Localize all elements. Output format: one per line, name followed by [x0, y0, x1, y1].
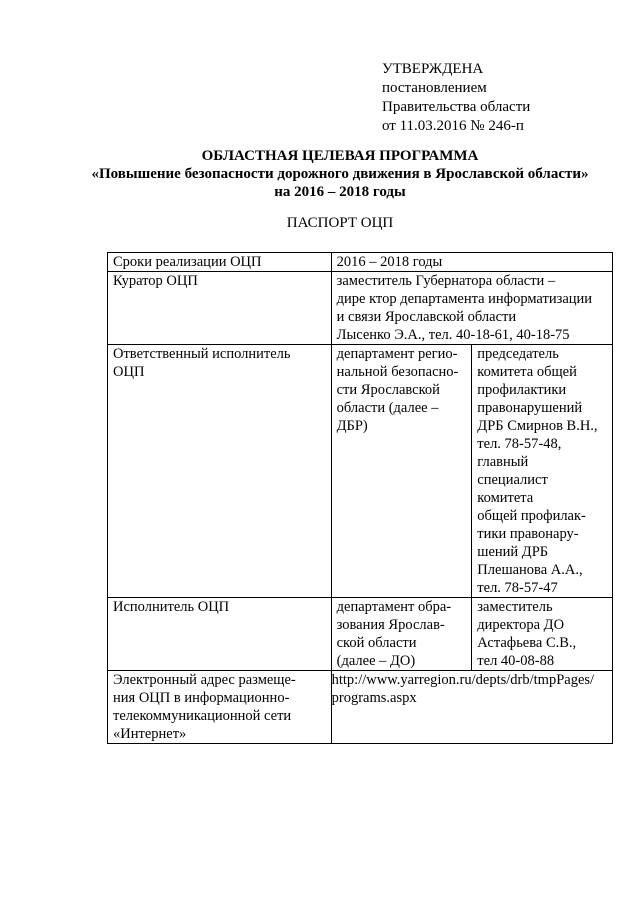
- title-line: «Повышение безопасности дорожного движения в Ярославской области»: [91, 166, 589, 182]
- table-row: [108, 671, 613, 744]
- label-line: ОЦП: [113, 364, 145, 380]
- url-line[interactable]: http://www.yarregion.ru/depts/drb/tmpPages/: [331, 672, 595, 688]
- contact-line: комитета: [477, 490, 534, 506]
- contact-line: председатель: [477, 346, 559, 362]
- row-label: Исполнитель ОЦП: [108, 598, 332, 671]
- value-line: Лысенко Э.А., тел. 40-18-61, 40-18-75: [336, 327, 570, 343]
- contact-line: общей профилак-: [477, 508, 586, 524]
- table-row: [108, 272, 613, 345]
- label-line: «Интернет»: [113, 726, 187, 742]
- row-label: Сроки реализации ОЦП: [108, 253, 332, 272]
- approval-line: Правительства области: [382, 99, 531, 115]
- value-line: и связи Ярославской области: [336, 309, 517, 325]
- table-row: [108, 598, 613, 671]
- contact-line: специалист: [477, 472, 548, 488]
- contact-line: комитета общей: [477, 364, 577, 380]
- value-line: заместитель Губернатора области –: [336, 273, 556, 289]
- contact-line: Астафьева С.В.,: [477, 635, 577, 651]
- org-cell: [331, 345, 472, 598]
- label-line: Ответственный исполнитель: [113, 346, 291, 362]
- contact-line: главный: [477, 454, 529, 470]
- org-line: (далее – ДО): [336, 653, 416, 669]
- contact-line: директора ДО: [477, 617, 565, 633]
- row-label: [108, 671, 332, 744]
- title-line: ОБЛАСТНАЯ ЦЕЛЕВАЯ ПРОГРАММА: [201, 148, 479, 164]
- contact-line: ДРБ Смирнов В.Н.,: [477, 418, 598, 434]
- url-line[interactable]: programs.aspx: [331, 690, 417, 706]
- contact-line: заместитель: [477, 599, 553, 615]
- contact-line: тики правонару-: [477, 526, 579, 542]
- table-row: [108, 253, 613, 272]
- org-line: сти Ярославской: [336, 382, 440, 398]
- approval-line: от 11.03.2016 № 246-п: [382, 118, 524, 134]
- org-cell: [331, 598, 472, 671]
- label-line: Электронный адрес размеще-: [113, 672, 296, 688]
- value-line: дире ктор департамента информатизации: [336, 291, 593, 307]
- org-line: ской области: [336, 635, 417, 651]
- row-label: [108, 345, 332, 598]
- contact-line: правонарушений: [477, 400, 583, 416]
- table-row: [108, 345, 613, 598]
- contact-line: тел. 78-57-48,: [477, 436, 562, 452]
- website-url[interactable]: [331, 671, 612, 744]
- contact-line: тел 40-08-88: [477, 653, 555, 669]
- contact-line: Плешанова А.А.,: [477, 562, 583, 578]
- org-line: зования Ярослав-: [336, 617, 445, 633]
- row-value: [331, 272, 612, 345]
- passport-table: [107, 252, 613, 744]
- passport-heading: ПАСПОРТ ОЦП: [286, 215, 394, 231]
- approval-line: постановлением: [382, 80, 487, 96]
- contact-line: шений ДРБ: [477, 544, 549, 560]
- org-line: области (далее –: [336, 400, 439, 416]
- contact-cell: [472, 345, 613, 598]
- program-title: [60, 147, 620, 201]
- approval-stamp: [382, 60, 530, 136]
- org-line: нальной безопасно-: [336, 364, 459, 380]
- row-label: Куратор ОЦП: [108, 272, 332, 345]
- label-line: ния ОЦП в информационно-: [113, 690, 290, 706]
- org-line: департамент регио-: [336, 346, 458, 362]
- contact-line: тел. 78-57-47: [477, 580, 558, 596]
- org-line: департамент обра-: [336, 599, 452, 615]
- org-line: ДБР): [336, 418, 368, 434]
- contact-cell: [472, 598, 613, 671]
- title-line: на 2016 – 2018 годы: [274, 184, 406, 200]
- label-line: телекоммуникационной сети: [113, 708, 292, 724]
- row-value: 2016 – 2018 годы: [331, 253, 612, 272]
- approval-line: УТВЕРЖДЕНА: [382, 61, 484, 77]
- contact-line: профилактики: [477, 382, 567, 398]
